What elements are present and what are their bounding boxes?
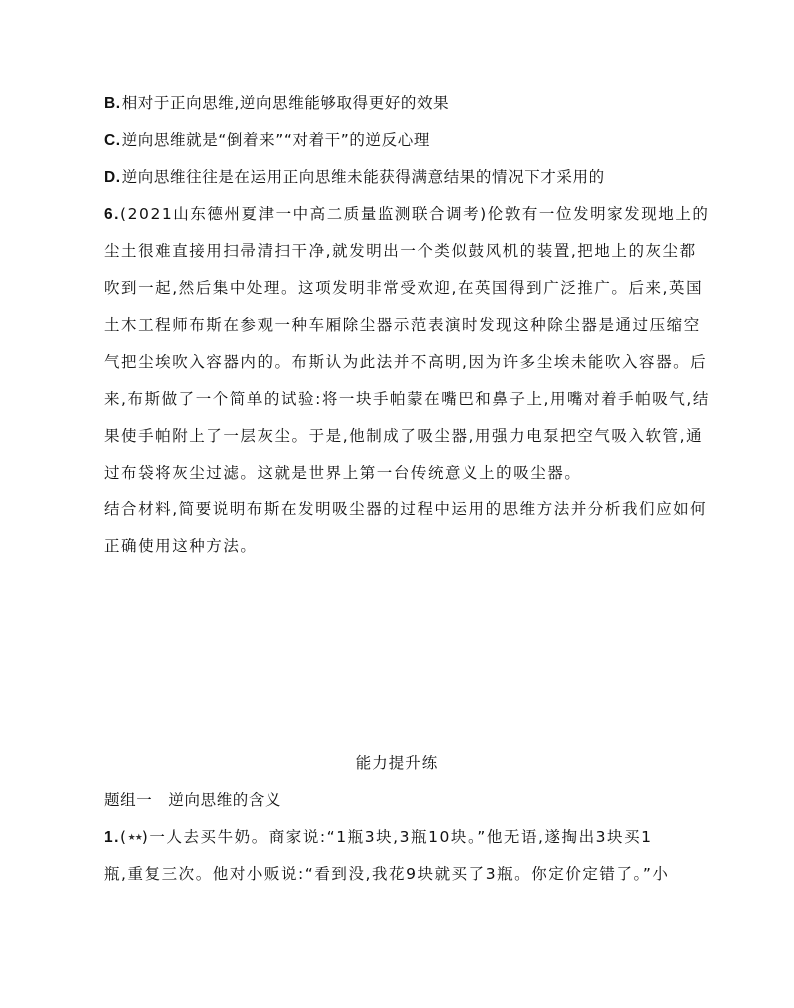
question-6-line-4: 土木工程师布斯在参观一种车厢除尘器示范表演时发现这种除尘器是通过压缩空 <box>104 316 701 334</box>
option-d[interactable] <box>104 167 605 188</box>
question-1-number: 1. <box>104 829 121 846</box>
difficulty-stars-icon: ★★ <box>127 833 142 843</box>
question-6-line-7: 果使手帕附上了一层灰尘。于是,他制成了吸尘器,用强力电泵把空气吸入软管,通 <box>104 427 704 445</box>
question-6-line-3: 吹到一起,然后集中处理。这项发明非常受欢迎,在英国得到广泛推广。后来,英国 <box>104 279 704 297</box>
group-title: 题组一 逆向思维的含义 <box>104 791 282 809</box>
option-d-text: 逆向思维往往是在运用正向思维未能获得满意结果的情况下才采用的 <box>121 168 605 186</box>
question-6-line-2: 尘土很难直接用扫帚清扫干净,就发明出一个类似鼓风机的装置,把地上的灰尘都 <box>104 242 697 260</box>
question-6-text-1: (2021山东德州夏津一中高二质量监测联合调考)伦敦有一位发明家发现地上的 <box>120 205 710 223</box>
question-6-prompt-line-1: 结合材料,简要说明布斯在发明吸尘器的过程中运用的思维方法并分析我们应如何 <box>104 500 708 518</box>
difficulty-open: ( <box>120 828 128 846</box>
section-title: 能力提升练 <box>355 754 439 772</box>
question-1-line-2: 瓶,重复三次。他对小贩说:“看到没,我花9块就买了3瓶。你定价定错了。”小 <box>104 865 670 883</box>
difficulty-close: ) <box>141 828 150 846</box>
question-6-line-6: 来,布斯做了一个简单的试验:将一块手帕蒙在嘴巴和鼻子上,用嘴对着手帕吸气,结 <box>104 390 710 408</box>
option-c-text: 逆向思维就是“倒着来”“对着干”的逆反心理 <box>121 131 430 149</box>
question-6-line-5: 气把尘埃吹入容器内的。布斯认为此法并不高明,因为许多尘埃未能吹入容器。后 <box>104 353 708 371</box>
question-6-line-8: 过布袋将灰尘过滤。这就是世界上第一台传统意义上的吸尘器。 <box>104 464 582 482</box>
question-6-number: 6. <box>104 206 121 223</box>
option-d-label: D. <box>104 169 121 186</box>
option-c[interactable] <box>104 130 430 151</box>
question-1-line-1 <box>104 827 653 848</box>
option-b-text: 相对于正向思维,逆向思维能够取得更好的效果 <box>121 94 450 112</box>
option-b-label: B. <box>104 95 121 112</box>
question-1-text-1: 一人去买牛奶。商家说:“1瓶3块,3瓶10块。”他无语,遂掏出3块买1 <box>149 828 653 846</box>
question-6-line-1 <box>104 204 709 225</box>
question-6-prompt-line-2: 正确使用这种方法。 <box>104 537 258 555</box>
option-b[interactable] <box>104 93 449 114</box>
option-c-label: C. <box>104 132 121 149</box>
